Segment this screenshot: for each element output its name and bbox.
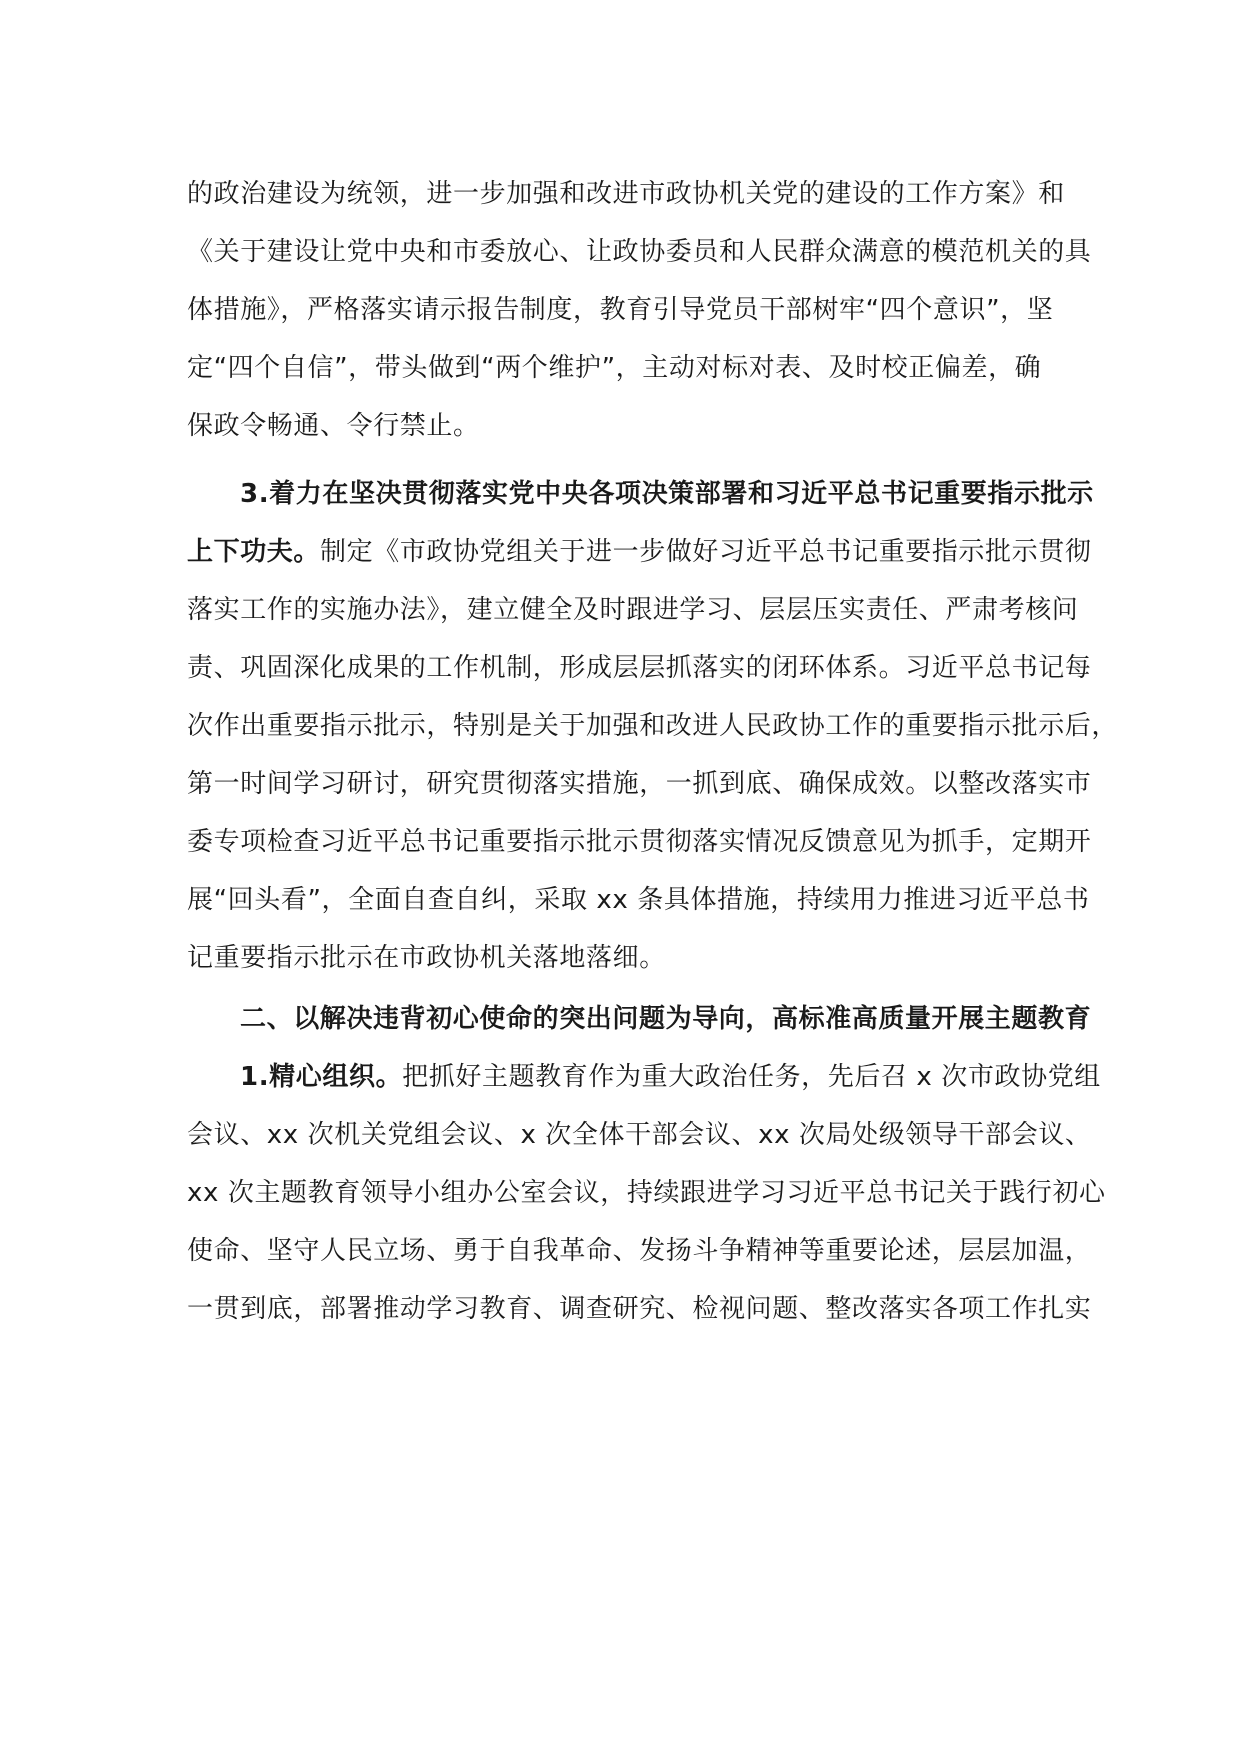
paragraph-line: 会议、xx 次机关党组会议、x 次全体干部会议、xx 次局处级领导干部会议、 (187, 1120, 1092, 1150)
paragraph-text: 制定《市政协党组关于进一步做好习近平总书记重要指示批示贯彻 (320, 537, 1092, 567)
paragraph-line: 记重要指示批示在市政协机关落地落细。 (187, 943, 666, 973)
paragraph-line: 使命、坚守人民立场、勇于自我革命、发扬斗争精神等重要论述，层层加温， (187, 1236, 1092, 1266)
paragraph-line: 展“回头看”，全面自查自纠，采取 xx 条具体措施，持续用力推进习近平总书 (187, 885, 1090, 915)
paragraph-line (187, 535, 1091, 569)
paragraph-line: 的政治建设为统领，进一步加强和改进市政协机关党的建设的工作方案》和 (187, 179, 1065, 209)
paragraph-line: 次作出重要指示批示，特别是关于加强和改进人民政协工作的重要指示批示后， (187, 711, 1119, 741)
paragraph-line: 落实工作的实施办法》，建立健全及时跟进学习、层层压实责任、严肃考核问 (187, 595, 1079, 625)
paragraph-line: 体措施》，严格落实请示报告制度，教育引导党员干部树牢“四个意识”，坚 (187, 295, 1054, 325)
subsection-1-heading: 1.精心组织。 (240, 1062, 403, 1092)
section-heading-2: 二、以解决违背初心使命的突出问题为导向，高标准高质量开展主题教育 (240, 1004, 1092, 1034)
paragraph-line: 第一时间学习研讨，研究贯彻落实措施，一抓到底、确保成效。以整改落实市 (187, 769, 1092, 799)
paragraph-line: 保政令畅通、令行禁止。 (187, 411, 480, 441)
paragraph-line: 《关于建设让党中央和市委放心、让政协委员和人民群众满意的模范机关的具 (187, 237, 1092, 267)
paragraph-line (240, 1060, 1101, 1094)
section-3-heading: 3.着力在坚决贯彻落实党中央各项决策部署和习近平总书记重要指示批示 (240, 479, 1094, 509)
paragraph-line: 委专项检查习近平总书记重要指示批示贯彻落实情况反馈意见为抓手，定期开 (187, 827, 1092, 857)
paragraph-line: 定“四个自信”，带头做到“两个维护”，主动对标对表、及时校正偏差，确 (187, 353, 1042, 383)
paragraph-line: 责、巩固深化成果的工作机制，形成层层抓落实的闭环体系。习近平总书记每 (187, 653, 1092, 683)
paragraph-text: 把抓好主题教育作为重大政治任务，先后召 x 次市政协党组 (402, 1062, 1101, 1092)
section-3-heading-tail: 上下功夫。 (187, 537, 321, 567)
paragraph-line: 一贯到底，部署推动学习教育、调查研究、检视问题、整改落实各项工作扎实 (187, 1294, 1092, 1324)
paragraph-line: xx 次主题教育领导小组办公室会议，持续跟进学习习近平总书记关于践行初心 (187, 1178, 1106, 1208)
